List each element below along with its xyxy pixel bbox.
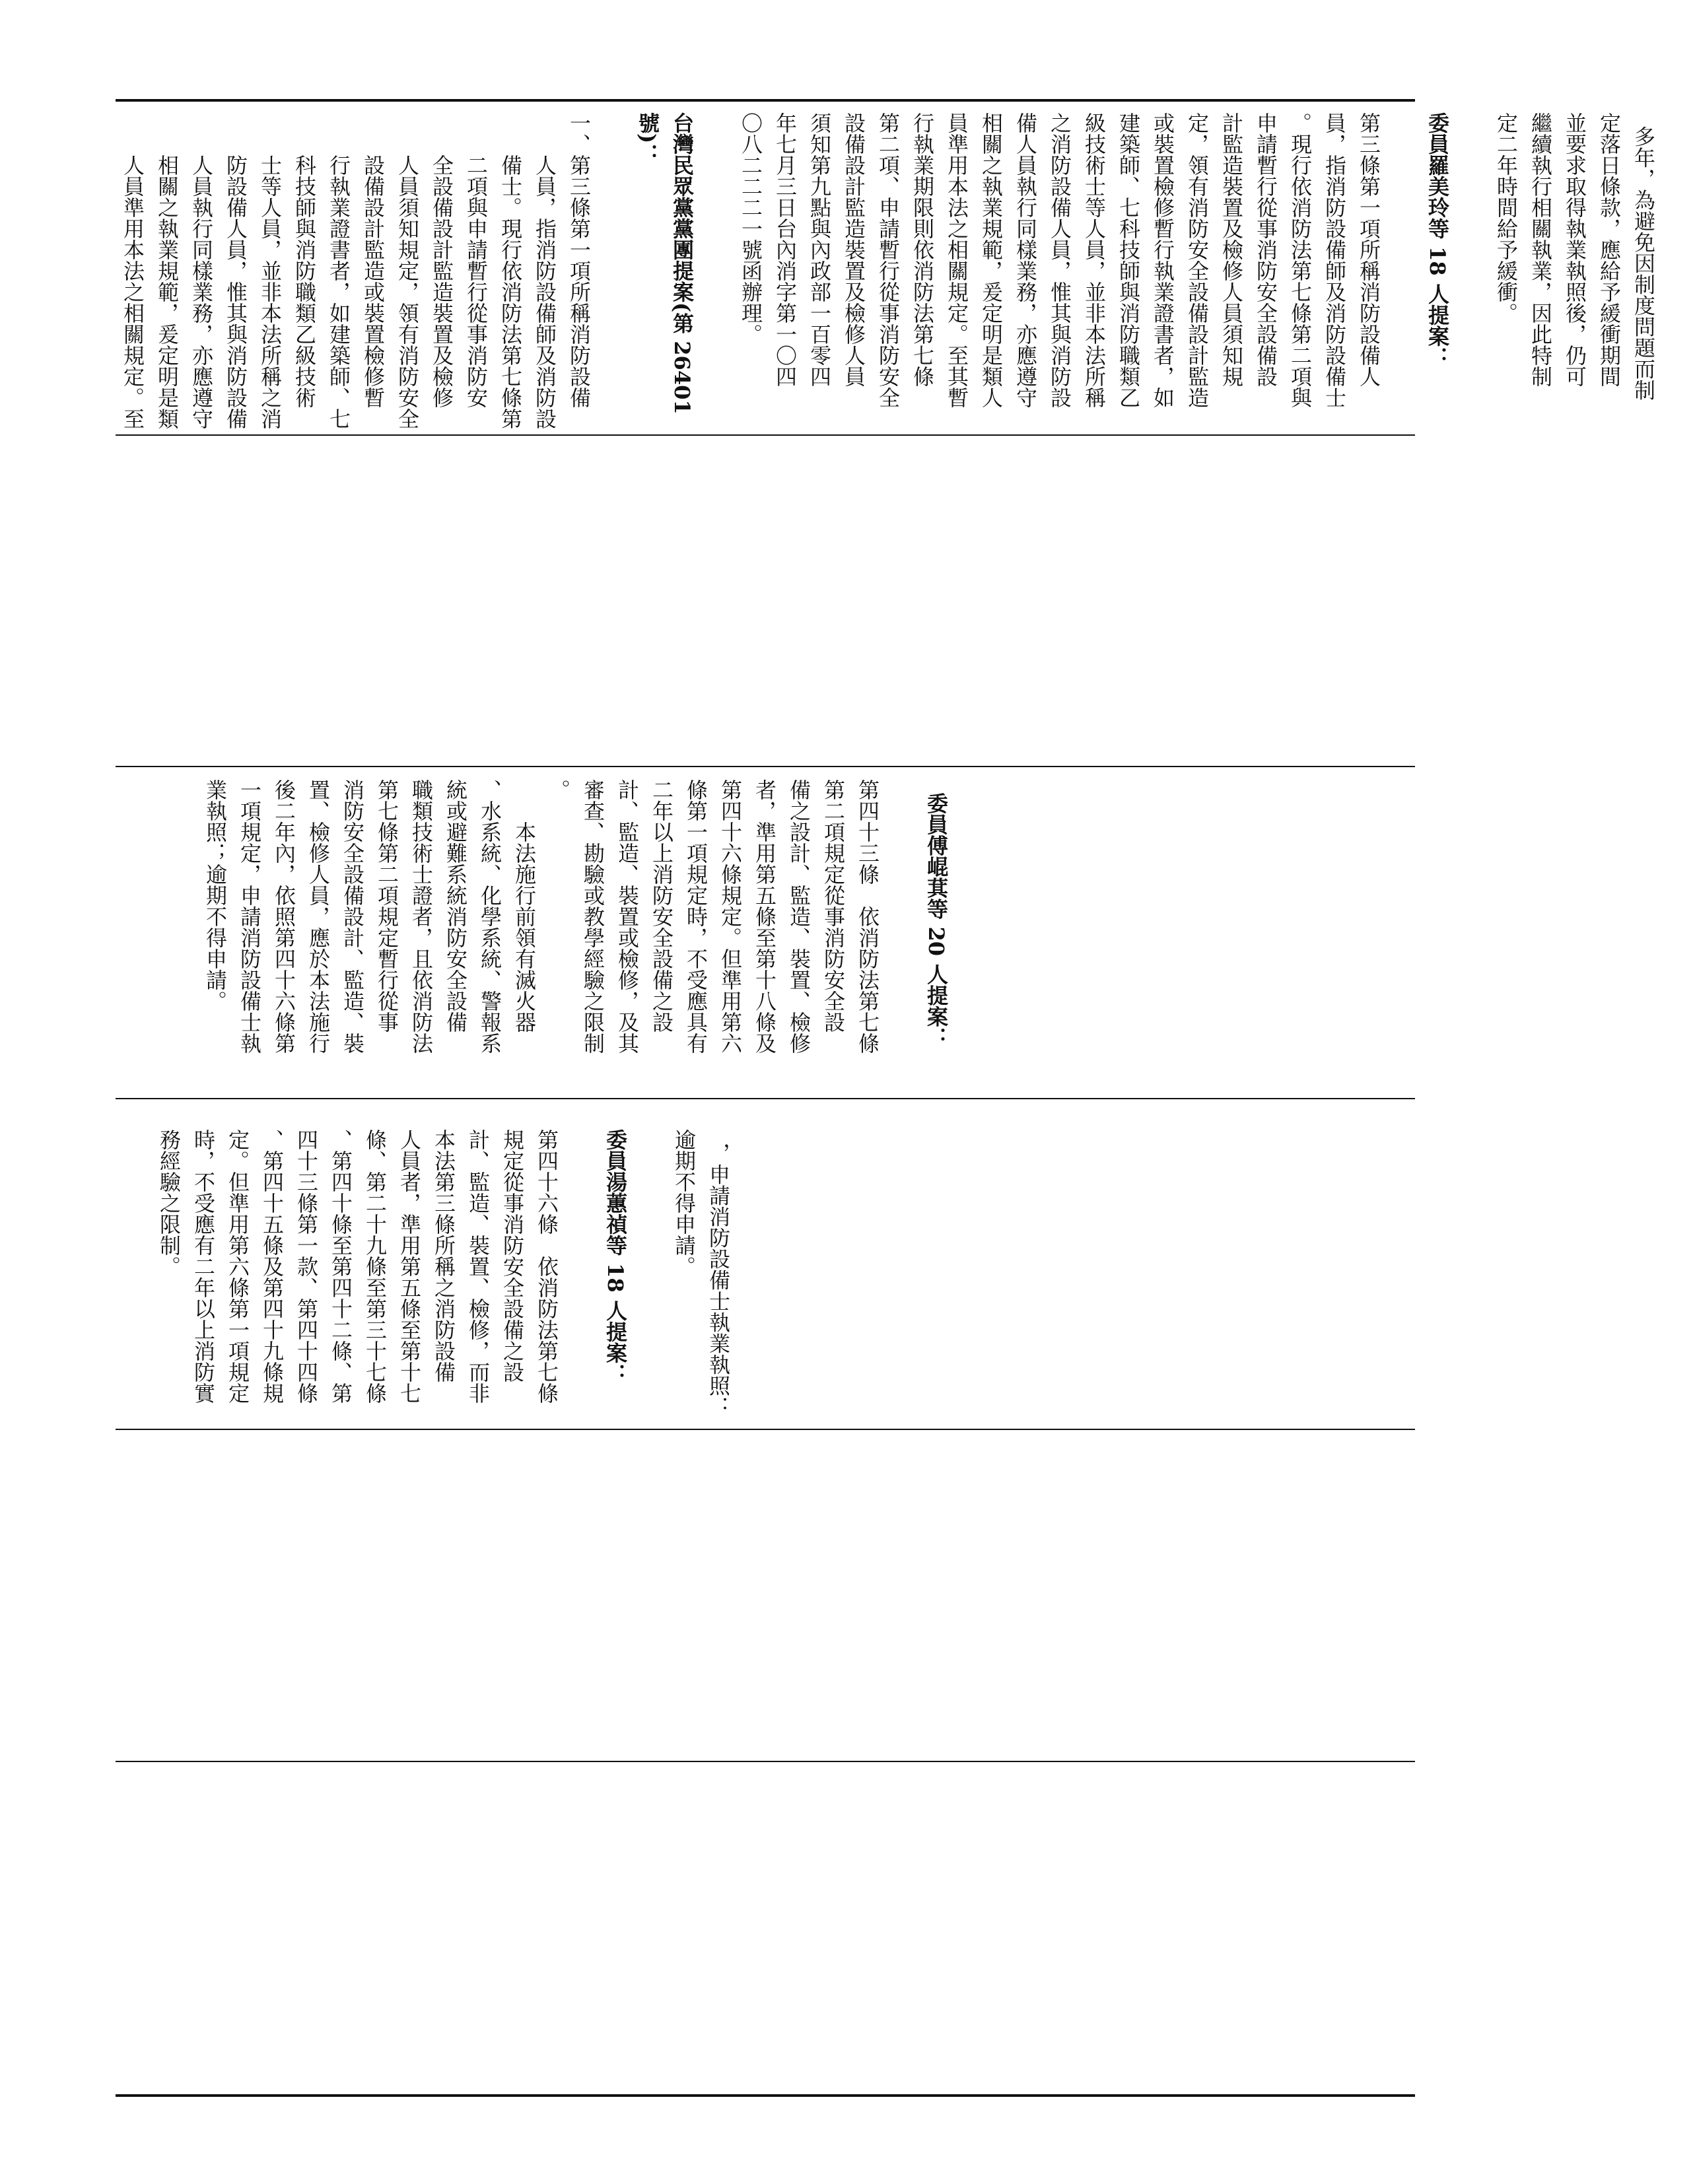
column-3-continuation: 多年，為避免因制度問題而制 定落日條款，應給予緩衝期間 並要求取得執業執照後，仍可 繼續執行相關執業，因此特制 定二年時間給予緩衝。 xyxy=(1494,112,1656,401)
proposal-body-luo: 第三條第一項所稱消防設備人 員，指消防設備師及消防設備士 。現行依消防法第七條第二項與 申請暫行從事消防安全設備設 計監造裝置及檢修人員須知規 定，領有消防安全設備設計監造 或裝置檢修暫行執業證書者，如 建築師、七科技師與消防職類乙 級技術士等人員，並非本法所稱 之消防設備人員，惟其與消防設 備人員執行同樣業務，亦應遵守 相關之執業規範，爰定明是類人 員準用本法之相關規定。至其暫 行執業期限則依消防法第七條 第二項、申請暫行從事消防安全 設備設計監造裝置及檢修人員 須知第九點與內政部一百零四 年七月三日台內消字第一〇四 〇八二二二一號函辦理。 xyxy=(738,112,1381,408)
proposal-body-fu: 第四十三條 依消防法第七條 第二項規定從事消防安全設 備之設計、監造、裝置、檢修 者，準用第五條至第十八條及 第四十六條規定。但準用第六 條第一項規定時，不受應具有 二年以上消防安全設備之設 計、監造、裝置或檢修，及其 審查、勘驗或教學經驗之限制 。 本法施行前領有滅火器 、水系統、化學系統、警報系 統或避難系統消防安全設備 職類技術士證者，且依消防法 第七條第二項規定暫行從事 消防安全設備設計、監造、裝 置、檢修人員，應於本法施行 後二年內，依照第四十六條第 一項規定，申請消防設備士執 業執照；逾期不得申請。 xyxy=(203,779,880,1054)
column-2 xyxy=(198,779,988,1089)
proposal-title-tang: 委員湯蕙禎等 18 人提案： xyxy=(603,1129,628,1384)
proposal-title-fu: 委員傅崐萁等 20 人提案： xyxy=(924,792,949,1048)
proposal-title-luo: 委員羅美玲等 18 人提案： xyxy=(1425,112,1450,368)
row-divider-2 xyxy=(116,766,1415,767)
top-border xyxy=(116,99,1415,102)
row-divider-4 xyxy=(116,1429,1415,1430)
proposal-body-tang: 第四十六條 依消防法第七條 規定從事消防安全設備之設 計、監造、裝置、檢修，而非 本法第三條所稱之消防設備 人員者，準用第五條至第十七 條、第二十九條至第三十七條 、第四十條至第四十二條、第 四十三條第一款、第四十四條 、第四十五條及第四十九條規 定。但準用第六條第一項規定 時，不受應有二年以上消防實 務經驗之限制。 xyxy=(156,1129,559,1404)
row-divider-1 xyxy=(116,434,1415,436)
bottom-border xyxy=(116,2094,1415,2097)
row-divider-5 xyxy=(116,1761,1415,1762)
proposal-title-tpp: 台灣民眾黨黨團提案(第 26401 號)： xyxy=(635,112,695,415)
column-1 xyxy=(152,1129,770,1419)
proposal-body-tpp: 一、第三條第一項所稱消防設備 人員，指消防設備師及消防設 備士。現行依消防法第七條第 二項與申請暫行從事消防安 全設備設計監造裝置及檢修 人員須知規定，領有消防安全 設備設計監造或裝置檢修暫 行執業證書者，如建築師、七 科技師與消防職類乙級技術 士等人員，並非本法所稱之消 防設備人員，惟其與消防設備 人員執行同樣業務，亦應遵守 相關之執業規範，爰定明是類 人員準用本法之相關規定。至 xyxy=(120,112,592,429)
row-divider-3 xyxy=(116,1098,1415,1099)
column-3 xyxy=(116,112,1695,429)
column-1-continuation: ，申請消防設備士執業執照： 逾期不得申請。 xyxy=(672,1129,731,1417)
